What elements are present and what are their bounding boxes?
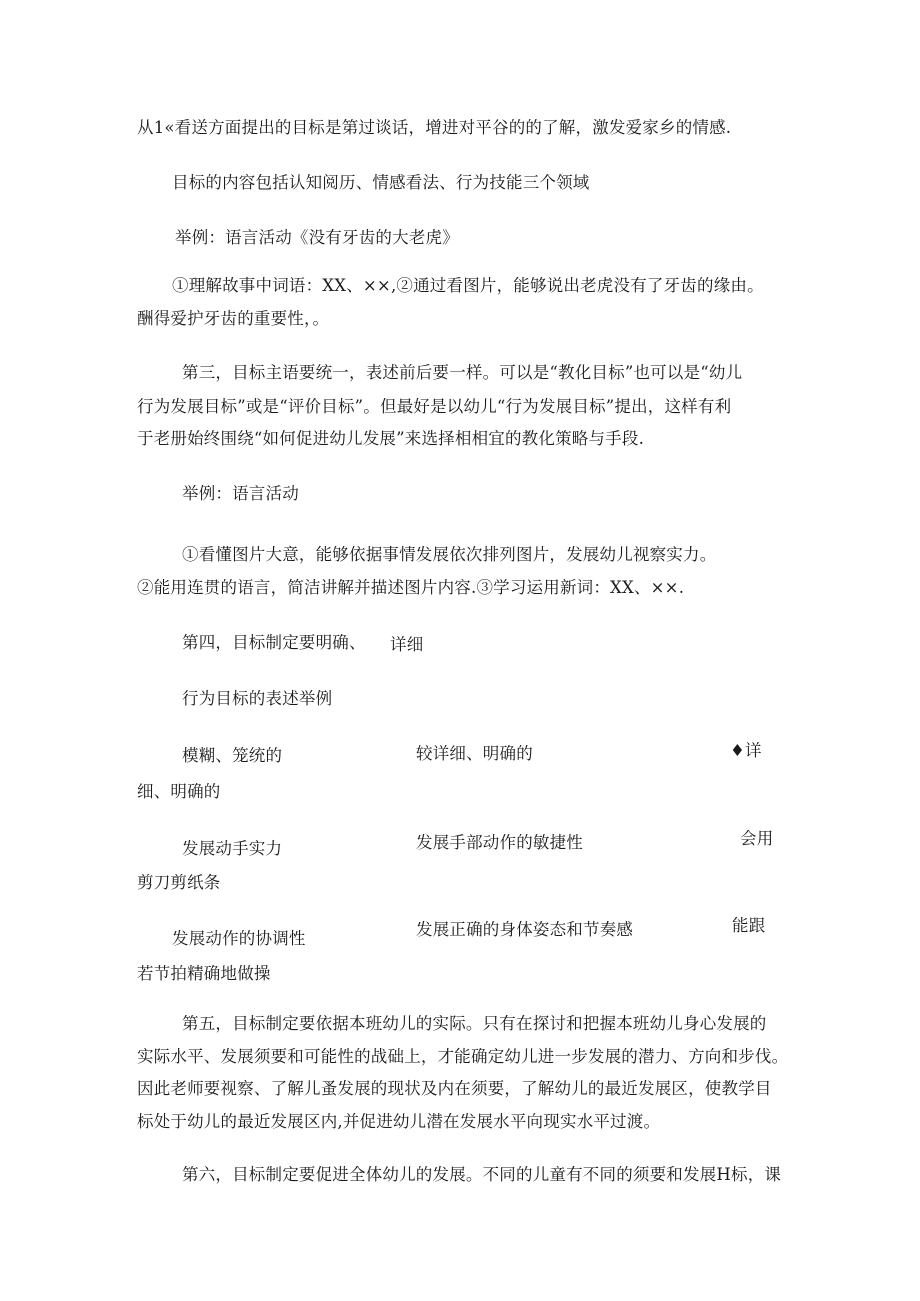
text-line: 第五，目标制定要依据本班幼儿的实际。只有在探讨和把握本班幼儿身心发展的: [182, 1014, 767, 1033]
text-line: 行为发展目标”或是“评价目标”。但最好是以幼儿“行为发展目标”提出，这样有利: [137, 397, 732, 416]
table-cell: 会用: [740, 829, 774, 848]
table-header-vague: 模糊、笼统的: [182, 746, 283, 765]
text-line: 目标的内容包括认知阅历、情感看法、行为技能三个领域: [172, 173, 590, 192]
table-cell: 若节拍精确地做操: [137, 964, 271, 983]
table-cell: 发展正确的身体姿态和节奏感: [416, 920, 634, 939]
text-line: 第六，目标制定要促进全体幼儿的发展。不同的儿童有不同的须要和发展H标，课: [182, 1165, 782, 1184]
text-line: ①看懂图片大意，能够依据事情发展依次排列图片，发展幼儿视察实力。: [182, 545, 717, 564]
text-line: 行为目标的表述举例: [182, 689, 333, 708]
text-line: ①理解故事中词语：XX、××,②通过看图片，能够说出老虎没有了牙齿的缘由。: [172, 276, 764, 295]
text-line: 第四，目标制定要明确、: [182, 633, 366, 652]
text-line: ②能用连贯的语言，简洁讲解并描述图片内容.③学习运用新词：XX、××.: [137, 578, 685, 597]
text-line: 因此老师要视察、了解儿蚤发展的现状及内在须要，了解幼儿的最近发展区，使教学目: [137, 1079, 772, 1098]
table-cell: 发展手部动作的敏捷性: [416, 833, 583, 852]
text-line: 实际水平、发展须要和可能性的战础上，才能确定幼儿进一步发展的潜力、方向和步伐。: [137, 1047, 789, 1066]
text-line: 第三，目标主语要统一，表述前后要一样。可以是“教化目标”也可以是“幼儿: [182, 363, 743, 382]
table-cell: 发展动手实力: [182, 839, 283, 858]
text-line: 从1«看送方面提出的目标是第过谈话，增进对平谷的的了解，激发爱家乡的情感.: [137, 118, 732, 137]
text-line: 举例：语言活动《没有牙齿的大老虎》: [175, 228, 459, 247]
table-header-specific-cont: 细、明确的: [137, 782, 221, 801]
text-line: 酬得爱护牙齿的重要性，。: [137, 309, 330, 328]
table-cell: 剪刀剪纸条: [137, 873, 221, 892]
table-cell: 能跟: [732, 916, 766, 935]
text-line: 标处于幼儿的最近发展区内,并促进幼儿潜在发展水平向现实水平过渡。: [137, 1112, 661, 1131]
table-header-specific: ♦详: [730, 741, 762, 760]
text-line: 详细: [390, 635, 424, 654]
table-header-detailed: 较详细、明确的: [416, 744, 533, 763]
text-line: 举例：语言活动: [182, 484, 299, 503]
table-cell: 发展动作的协调性: [172, 929, 306, 948]
text-line: 于老册始终围绕“如何促进幼儿发展”来选择相相宜的教化策略与手段.: [137, 429, 645, 448]
